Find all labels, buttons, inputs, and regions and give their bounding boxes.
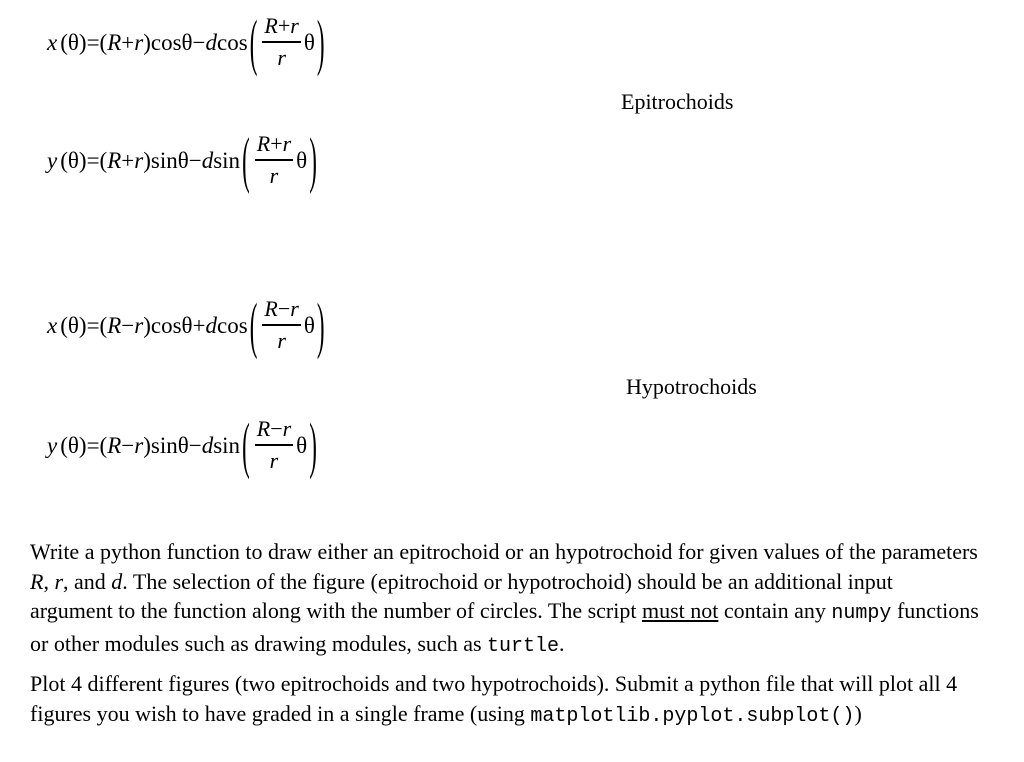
lhs-close: )=(	[78, 432, 108, 458]
var-r: r	[134, 147, 144, 173]
fraction	[262, 298, 300, 351]
cos-func: cos	[217, 29, 248, 55]
var-x: x	[47, 312, 58, 338]
sin-term: )sinθ−	[143, 147, 202, 173]
var-y: y	[47, 147, 58, 173]
lhs-close: )=(	[78, 147, 108, 173]
theta: θ	[303, 312, 315, 338]
var-r: r	[134, 432, 144, 458]
plus-sign: +	[121, 29, 135, 55]
param-R: R	[30, 568, 44, 594]
theta: θ	[296, 432, 308, 458]
var-R: R	[107, 432, 122, 458]
lhs-close: )=(	[78, 29, 108, 55]
fraction	[255, 133, 293, 186]
var-d: d	[201, 432, 214, 458]
epitrochoid-y-equation: y ( θ )=( R + r )sinθ− d sin ( $\frac{R+r}{r}$ θ )	[47, 126, 317, 194]
var-r: r	[134, 29, 144, 55]
cos-term: )cosθ−	[143, 29, 206, 55]
var-d: d	[201, 147, 214, 173]
denominator: r	[269, 162, 279, 188]
param-r: r	[54, 568, 64, 594]
numpy-code: numpy	[831, 602, 892, 625]
numerator: R−r	[256, 416, 292, 442]
submission-paragraph: Plot 4 different figures (two epitrochoids and two hypotrochoids). Submit a python file that will plot all 4 figures you wish to have graded in a single frame (using matplotlib.pyplot.subplot())	[30, 671, 958, 728]
sin-term: )sinθ−	[143, 432, 202, 458]
var-x: x	[47, 29, 58, 55]
denominator: r	[269, 447, 279, 473]
minus-sign: −	[121, 432, 135, 458]
cos-term: )cosθ+	[143, 312, 206, 338]
turtle-code: turtle	[487, 634, 560, 658]
lhs-close: )=(	[78, 312, 108, 338]
var-y: y	[47, 432, 58, 458]
must-not-emphasis: must not	[641, 598, 719, 623]
sin-func: sin	[213, 432, 241, 458]
denominator: r	[277, 327, 286, 353]
cos-func: cos	[217, 312, 248, 338]
hypotrochoids-label: Hypotrochoids	[626, 374, 757, 399]
theta: θ	[67, 432, 79, 458]
theta: θ	[296, 147, 308, 173]
var-r: r	[134, 312, 144, 338]
theta: θ	[67, 312, 79, 338]
fraction	[255, 418, 293, 471]
numerator: R−r	[264, 296, 299, 322]
minus-sign: −	[121, 312, 135, 338]
plus-sign: +	[121, 147, 135, 173]
numerator: R+r	[264, 13, 299, 39]
fraction	[262, 15, 300, 68]
theta: θ	[303, 29, 315, 55]
instructions-paragraph: Write a python function to draw either an epitrochoid or an hypotrochoid for given values of the parameters R, r, and d. The selection of the figure (epitrochoid or hypotrochoid) should be an additional input argument to the function along with the number of circles. The script must not contain any numpy functions or other modules such as drawing modules, such as turtle.	[30, 539, 979, 658]
theta: θ	[67, 147, 79, 173]
var-R: R	[107, 147, 122, 173]
denominator: r	[277, 44, 286, 70]
subplot-code: matplotlib.pyplot.subplot()	[530, 704, 855, 728]
theta: θ	[67, 29, 79, 55]
var-d: d	[205, 29, 218, 55]
epitrochoids-label: Epitrochoids	[621, 89, 734, 114]
hypotrochoid-x-equation: x ( θ )=( R − r )cosθ+ d cos ( $\frac{R-r}{r}$ θ )	[47, 291, 325, 359]
sin-func: sin	[213, 147, 241, 173]
var-d: d	[205, 312, 218, 338]
param-d: d	[111, 568, 123, 594]
epitrochoid-x-equation: x ( θ )=( R + r )cosθ− d cos ( $\frac{R+r}{r}$ θ )	[47, 8, 325, 76]
numerator: R+r	[256, 131, 292, 157]
var-R: R	[107, 312, 122, 338]
var-R: R	[107, 29, 122, 55]
hypotrochoid-y-equation: y ( θ )=( R − r )sinθ− d sin ( $\frac{R-r}{r}$ θ )	[47, 411, 317, 479]
